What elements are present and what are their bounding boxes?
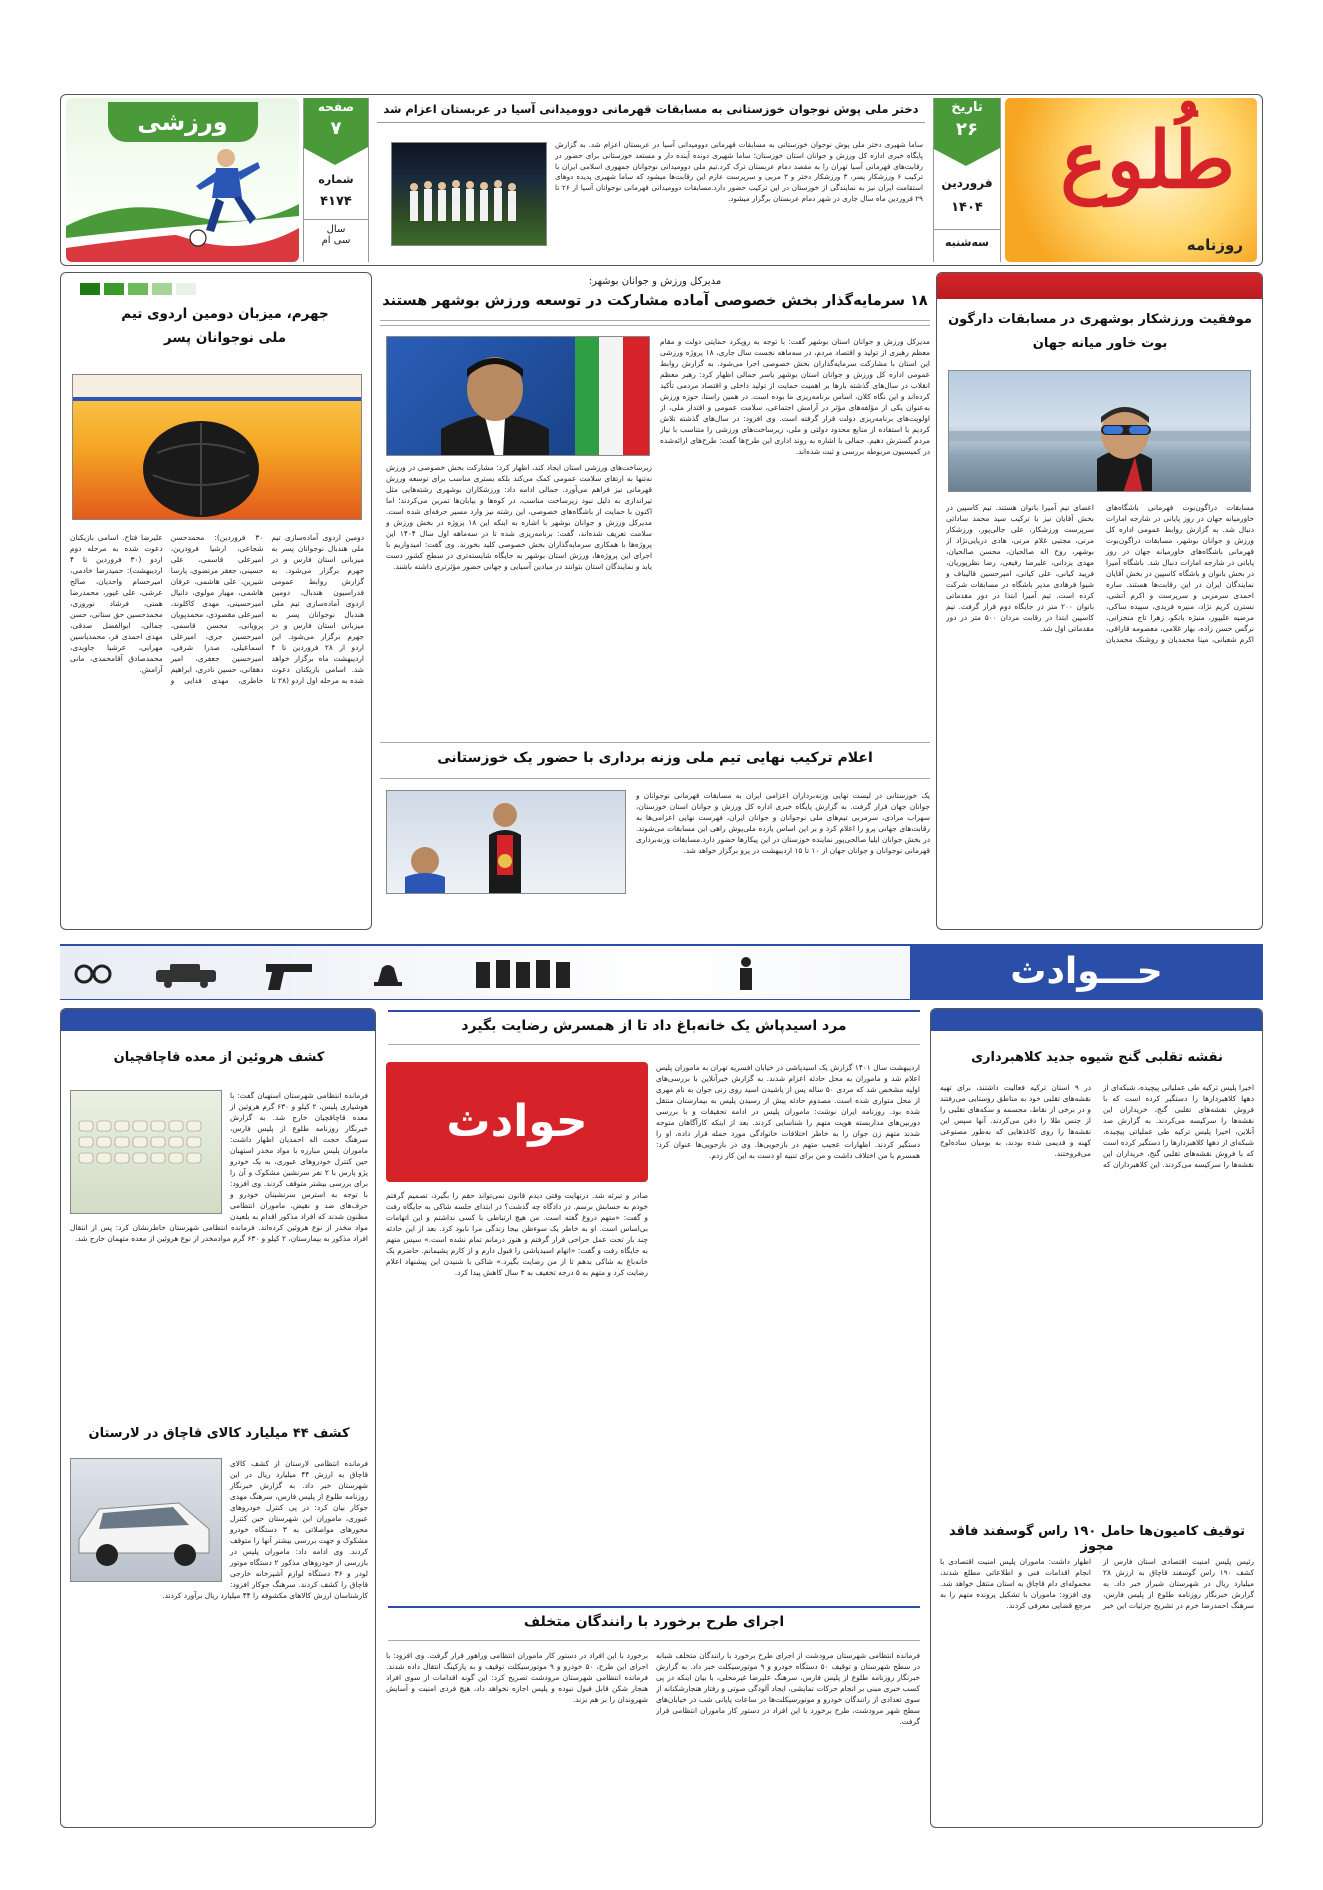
logo-subtitle: روزنامه: [1186, 236, 1243, 254]
divider: [380, 778, 930, 779]
accidents-banner-title: حـــوادث: [1010, 951, 1163, 992]
sheep-trucks-body: رئیس پلیس امنیت اقتصادی استان فارس از کشف ۱۹۰ راس گوسفند قاچاق به ارزش ۲۸ میلیارد ریال در شهرستان شیراز خبر داد. به گزارش خبرنگار روزنامه طلوع از پلیس فارس، سرهنگ احمدرضا خرم در تشریح جزئیات این خبر اظهار داشت: ماموران پلیس امنیت اقتصادی با انجام اقدامات فنی و اطلاعاتی مطلع شدند، محموله‌ای دام قاچاق به استان منتقل خواهد شد. وی افزود: ماموران با تشکیل پرونده متهم را به مرجع قضایی معرفی کردند.: [940, 1557, 1254, 1610]
weightlifting-title[interactable]: اعلام ترکیب نهایی تیم ملی وزنه برداری با حضور یک خوزستانی: [437, 750, 873, 766]
middle-article-photo: [386, 336, 650, 456]
weightlifting-photo: [386, 790, 626, 894]
official-portrait: [386, 337, 649, 456]
left-article-photo: [72, 374, 362, 520]
divider: [380, 320, 930, 326]
top-story-photo: [391, 142, 547, 246]
banner-icons: [66, 948, 906, 996]
heroin-title[interactable]: کشف هروئین از معده قاچاقچیان: [113, 1050, 325, 1065]
acid-attack-body-left: صادر و تبرئه شد. درنهایت وقتی دیدم قانون نمی‌تواند حقم را بگیرد، تصمیم گرفتم خودم به حسابش برسم. در دادگاه چه گذشت؟ در ابتدای جلسه شاکی به جایگاه رفت و گفت: «متهم دروغ گفته است. من هیچ ارتباطی با کسی نداشتم و این اتهامات بی‌اساس است. او به خاطر یک سوءظن بیجا زندگی مرا نابود کرد. بعد از این حادثه چند بار تحت عمل جراحی قرار گرفتم و هنوز درمانم تمام نشده است.» سپس متهم به جایگاه رفت و گفت: «اتهام اسیدپاشی را قبول دارم و از کارم پشیمانم. حاضرم یک خانه‌باغ به شاکی بدهم تا از من رضایت بگیرد.» شاکی با شنیدن این پیشنهاد اعلام رضایت کرد و متهم به ۵ درجه تخفیف به ۳ سال کاهش پیدا کرد.: [386, 1191, 648, 1277]
tab-swatch: [80, 283, 100, 295]
top-story-body: ساما شهیری دختر ملی پوش نوجوان خوزستانی به مسابقات قهرمانی دوومیدانی آسیا در عربستان اعزام شد. به گزارش پایگاه خبری اداره کل ورزش و جوانان استان خوزستان؛ ساما شهیری دونده آینده دار و مستعد خوزستانی برای حضور در رقابت‌های قهرمانی آسیا تهران را به مقصد دمام عربستان ترک کرد.تیم ملی دوومیدانی نوجوانان جمهوری اسلامی ایران با ترکیب ۶ ورزشکار پسر، ۳ ورزشکار دختر و ۳ مربی و سرپرست عازم این رقابت‌ها میشود که ساما شهیری پدیده دوهای استقامت ایران نیز به نمایندگی از خوزستان در این ترکیب حضور دارد.مسابقات دوومیدانی قهرمانی نوجوانان آسیا از ۲۶ تا ۲۹ فروردین ماه سال جاری در شهر دمام عربستان برگزار میشود.: [555, 140, 923, 203]
middle-article-title[interactable]: ۱۸ سرمایه‌گذار بخش خصوصی آماده مشارکت در توسعه ورزش بوشهر هستند: [382, 293, 928, 309]
sheep-trucks-title[interactable]: توقیف کامیون‌ها حامل ۱۹۰ راس گوسفند فاقد مجوز: [948, 1524, 1246, 1554]
section-label: ورزشی: [108, 102, 258, 142]
divider: [388, 1606, 920, 1608]
heroin-body: فرمانده انتظامی شهرستان استهبان گفت: با هوشیاری پلیس، ۲ کیلو و ۶۳۰ گرم هروئین از معده قاچاقچیان خارج شد. به گزارش خبرنگار روزنامه طلوع از پلیس فارس، سرهنگ حجت اله احمدیان اظهار داشت: ماموران پلیس مبارزه با مواد مخدر استهبان حین کنترل خودروهای عبوری، به یک خودرو پژو پارس با ۲ نفر سرنشین مشکوک و آن را برای بررسی بیشتر متوقف کردند. وی افزود: با توجه به استرس سرنشینان خودرو و حرف‌های ضد و نقیض، ماموران انتظامی مظنون شدند که افراد مذکور اقدام به بلعیدن مواد مخدر از نوع هروئین کرده‌اند. فرمانده انتظامی شهرستان خاطرنشان کرد: پس از انتقال افراد مذکور به بیمارستان، ۲ کیلو و ۶۳۰ گرم موادمخدر از نوع هروئین از معده متهمان خارج شد.: [70, 1091, 368, 1243]
smuggled-goods-title[interactable]: کشف ۴۴ میلیارد کالای قاچاق در لارستان: [88, 1426, 350, 1441]
date-weekday: سه‌شنبه: [934, 229, 1000, 249]
siren-icon: [374, 965, 402, 986]
acid-attack-title[interactable]: مرد اسیدپاش یک خانه‌باغ داد تا از همسرش رضایت بگیرد: [461, 1018, 847, 1034]
athlete-portrait: [948, 371, 1250, 492]
right-article-photo: [948, 370, 1251, 492]
accidents-right-header-bar: [931, 1009, 1262, 1031]
top-story: [373, 98, 929, 262]
divider: [380, 742, 930, 743]
weightlifting-body: یک خوزستانی در لیست نهایی وزنه‌برداران اعزامی ایران به مسابقات قهرمانی نوجوانان و جوانان جهان قرار گرفت. به گزارش پایگاه خبری اداره کل ورزش و جوانان استان خوزستان، سهراب مرادی، سرمربی تیم‌های ملی نوجوانان و جوانان ایران، فهرست نهایی اعزامی‌ها به رقابت‌های جهانی پرو را اعلام کرد و بر این اساس یازده ملی‌پوش راهی این مسابقات می‌شوند. در بخش جوانان ایلیا صالحی‌پور نماینده خوزستان در این پیکارها حضور دارد.مسابقات وزنه‌برداری قهرمانی نوجوانان و جوانان جهان از ۱۰ تا ۱۵ اردیبهشت در پرو برگزار خواهد شد.: [636, 791, 930, 855]
traffic-offenders-title[interactable]: اجرای طرح برخورد با رانندگان متخلف: [523, 1614, 785, 1630]
left-article-title[interactable]: جهرم، میزبان دومین اردوی تیم ملی نوجوانان پسر: [121, 306, 329, 346]
date-label: تاریخ: [934, 98, 1000, 117]
weightlifter-illustration: [386, 791, 625, 894]
tab-swatch: [176, 283, 196, 295]
left-article-body: دومین اردوی آماده‌سازی تیم ملی هندبال نوجوانان پسر به میزبانی استان فارس و در جهرم برگزار می‌شود. به گزارش روابط عمومی فدراسیون هندبال، دومین اردوی آماده‌سازی تیم ملی هندبال نوجوانان پسر به میزبانی استان فارس و در جهرم برگزار می‌شود. این اردو از ۲۸ فروردین تا ۴ اردیبهشت ماه برگزار خواهد شد. اسامی بازیکنان دعوت شده به مرحله اول اردو (۲۸ تا ۳۰ فروردین): محمدحسن شجاعی، ارشیا فرودرین، امیرعلی قاسمی، علی حسینی، جعفر مرتضوی، پارسا شیرین، علی هاشمی، عرفان هاشمی، مهیار مولوی، دانیال امیرحسینی، مهدی کاکلوند، امیرعلی مقصودی، محمدپویان پرویانی، محسن قاسمی، امیرحسین جری، امیرعلی اسماعیلی، صدرا شرفی، امیرحسین جعفری، امیر دهقانی، حسین نادری، ابراهیم خاطری، مهدی فدایی و علیرضا فتاح. اسامی بازیکنان دعوت شده به مرحله دوم اردو (۳۰ فروردین تا ۴ اردیبهشت): حمیدرضا خادمی، امیرحسام واحدیان، صالح عرشی، علی غیور، محمدرضا همتی، فرشاد نوروزی، محمدحسین حق ستانی، حسن جمالی، ابوالفضل صدقی، مهدی احمدی فر، محمدیاسین مهرابی، عرشیا جاویدی، محمدصادق آقامحمدی، مانی آرامش.: [70, 533, 364, 685]
traffic-offenders-body-right: فرمانده انتظامی شهرستان مرودشت از اجرای طرح برخورد با رانندگان متخلف شبانه در سطح شهرستان و توقیف ۵۰ دستگاه خودرو و ۹ موتورسیکلت خبر داد. به گزارش خبرنگار روزنامه طلوع از پلیس فارس، سرهنگ علیرضا غیرمحلی، با بیان اینکه در پی کسب خبری مبنی بر انجام حرکات نمایشی، ایجاد آلودگی صوتی و رفتار هنجارشکنانه از سوی تعدادی از رانندگان خودرو و موتورسیکلت‌ها در ساعات پایانی شب در خیابان‌های سطح شهر مرودشت، طرح برخورد با این افراد در دستور کار ماموران انتظامی قرار گرفت.: [656, 1651, 920, 1726]
acid-attack-body-right: اردیبهشت سال ۱۴۰۱ گزارش یک اسیدپاشی در خیابان افسریه تهران به ماموران پلیس اعلام شد و ماموران به محل حادثه اعزام شدند. به گزارش خبرآنلاین با بررسی‌های اولیه مشخص شد که مردی ۵۰ ساله پس از پاشیدن اسید روی زنی جوان به نام مهری از محل متواری شده است. مصدوم حادثه پیش از رسیدن پلیس به بیمارستان منتقل شده بود. روزنامه ایران نوشت: ماموران پلیس در ادامه تحقیقات و با بررسی دوربین‌های مداربسته هویت متهم را شناسایی کردند. بعد از اینکه کارآگاهان متوجه شدند متهم زن جوان را به خاطر اختلافات خانوادگی مورد حمله قرار داده، او را دستگیر کردند. اظهارات عجیب متهم در بازجویی‌ها. وی در بازجویی‌ها عنوان کرد: همسرم با من اختلاف داشت و من برای تنبیه او دست به این کار زدم.: [656, 1063, 920, 1160]
police-car-icon: [156, 964, 216, 988]
accidents-logo: حوادث: [446, 1096, 588, 1147]
page-number: ۷: [304, 116, 368, 147]
divider: [377, 122, 925, 123]
middle-article-body-right: مدیرکل ورزش و جوانان استان بوشهر گفت: با توجه به رویکرد حمایتی دولت و مقام معظم رهبری از تولید و اقتصاد مردم، در سه‌ماهه نخست سال جاری، ۱۸ پروژه ورزشی این استان با مشارکت سرمایه‌گذاران بخش خصوصی اجرا می‌شود. به گزارش روابط عمومی اداره کل ورزش و جوانان استان بوشهر یاسر جمالی اظهار کرد: رهبر معظم انقلاب در سال‌های گذشته بارها بر اهمیت حمایت از تولید داخلی و اقتصاد مردمی تأکید کرده‌اند و این نگاه کلان، اساس برنامه‌ریزی ما بوده است. در همین راستا، حوزه ورزش به‌عنوان یکی از مؤلفه‌های مؤثر در آرامش اجتماعی، سلامت عمومی و اقتدار ملی، از اولویت‌های برنامه‌ریزی دولت قرار گرفته است. وی افزود: در سال‌های گذشته تلاش کردیم با استفاده از منابع محدود دولتی و ملی، زیرساخت‌های ورزشی را متناسب با نیاز مردم گسترش دهیم. جمالی با اشاره به روند اداری این طرح‌ها گفت: طرح‌های ارائه‌شده در کمیسیون مربوطه بررسی و ثبت شده‌اند.: [660, 337, 930, 456]
year-label: سال: [304, 219, 368, 235]
treasure-map-body: اخیرا پلیس ترکیه طی عملیاتی پیچیده، شبکه‌ای از دهها کلاهبردارها را دستگیر کرده است که با فروش نقشه‌های تقلبی گنج، خریداران این نقشه‌ها را سرکیسه می‌کردند. به گزارش صد آنلاین، اخیرا پلیس ترکیه طی عملیاتی پیچیده، شبکه‌ای از دهها کلاهبردارها را دستگیر کرده است که با فروش نقشه‌های تقلبی گنج، خریداران این نقشه‌ها را سرکیسه می‌کردند. این کلاهبرداران که در ۹ استان ترکیه فعالیت داشتند، برای تهیه نقشه‌های تقلبی خود به مناطق روستایی می‌رفتند و در برخی از نقاط، مجسمه و سکه‌های تقلبی را از جنس طلا را دفن می‌کردند. آنها سپس این نقشه‌ها را روی کاغذهایی که به‌طور مصنوعی کهنه و قدیمی شده بودند، به بومیان ساده‌لوح می‌فروختند.: [940, 1083, 1254, 1169]
logo-wordmark: طُلوع: [1060, 115, 1235, 206]
gun-icon: [266, 964, 312, 990]
team-photo-illustration: [391, 143, 546, 246]
newspaper-logo: [1005, 98, 1257, 262]
issue-number: ۴۱۷۴: [320, 194, 352, 209]
tab-swatch: [152, 283, 172, 295]
tab-swatch: [128, 283, 148, 295]
accidents-left-header-bar: [61, 1009, 375, 1031]
color-tabs: [66, 280, 196, 292]
athlete-icon: [66, 98, 299, 262]
page-label: صفحه: [304, 98, 368, 116]
traffic-offenders-body-left: برخورد با این افراد در دستور کار ماموران انتظامی وراهور قرار گرفت. وی افزود: با اجرای این طرح، ۵۰ خودرو و ۹ موتورسیکلت توقیف و به پارکینگ انتقال داده شدند. فرمانده انتظامی شهرستان مرودشت تصریح کرد: این گونه اقدامات از سوی افراد هنجار شکن قابل قبول نبوده و پلیس اجازه نخواهد داد، هیچ فردی امنیت و آسایش شهروندان را بر هم بزند.: [386, 1651, 648, 1704]
treasure-map-title[interactable]: نقشه تقلبی گنج شیوه جدید کلاهبرداری: [971, 1050, 1223, 1065]
tab-swatch: [104, 283, 124, 295]
middle-kicker: مدیرکل ورزش و جوانان بوشهر:: [588, 276, 722, 287]
police-squad-icon: [476, 960, 570, 988]
date-month: فروردین: [941, 176, 993, 190]
issue-column: [303, 98, 369, 262]
handball-illustration: [72, 375, 361, 520]
divider: [388, 1640, 920, 1641]
handcuffs-icon: [76, 966, 110, 982]
top-story-title[interactable]: دختر ملی پوش نوجوان خوزستانی به مسابقات قهرمانی دوومیدانی آسیا در عربستان اعزام شد: [383, 102, 919, 116]
date-day: ۲۶: [934, 117, 1000, 148]
right-article-body: مسابقات دراگون‌بوت قهرمانی باشگاه‌های خاورمیانه جهان در روز پایانی در شارجه امارات دنبال شد. به گزارش روابط عمومی اداره کل ورزش و جوانان بوشهر، مسابقات دراگون‌بوت قهرمانی باشگاه‌های خاورمیانه جهان در روز پایانی در شارجه امارات دنبال شد. باشگاه آمیرا در بخش بانوان و باشگاه کاسپین در بخش آقایان نمایندگان ایران در این رقابت‌ها هستند. ساره احمدی سرمربی و سرپرست و اکرم آتشی، نسترن کریم نژاد، منیره فریدی، سپیده ساکی، مرضیه علیپور، منیژه بانکو، زهرا تاج منجزانی، نرگس حسن زاده، بهار غلامی، معصومه قاراقی، اکرم شعبانی، مینا محمدیان و روشنک محمدیان اعضای تیم آمیرا بانوان هستند. تیم کاسپین در بخش آقایان نیز با ترکیب سید محمد ساداتی سرپرست ورزشکار، علی جالی‌پور، ورزشکار مرنی، مجتبی غلام مرنی، هادی دریایی‌نژاد از بوشهر، روح اله صالحیان، محسن صالحیان، مهدی یزدانی، علیرضا رفیعی، رضا نظرپوریان، فریبد کیانی، علی کیانی، امیرحسین قالیباف و شیوا فرهادی مدیر باشگاه در مسابقات شرکت کرده است. تیم آمیرا ابتدا در دور مقدماتی بانوان ۲۰۰ متر در جایگاه دوم قرار گرفت. تیم کاسپین ابتدا در رقابت مردان ۵۰۰ متر در دور مقدماتی اول شد.: [946, 503, 1254, 644]
section-logo: [66, 98, 299, 262]
page-chevron-icon: [302, 147, 368, 165]
smuggled-goods-body: فرمانده انتظامی لارستان از کشف کالای قاچاق به ارزش ۴۴ میلیارد ریال در این شهرستان خبر داد. به گزارش خبرنگار روزنامه طلوع از پلیس فارس، سرهنگ مهدی جوکار بیان کرد: در پی کنترل خودروهای عبوری، ماموران این شهرستان حین کنترل محورهای مواصلاتی به ۳ دستگاه خودرو مشکوک و جهت بررسی بیشتر آنها را متوقف کردند. وی ادامه داد: ماموران پلیس در بازرسی از خودروهای مذکور ۲ دستگاه موتور لودر و ۳۶ دستگاه لوازم آشپزخانه خارجی قاچاق را کشف کردند. سرهنگ جوکار افزود: کارشناسان ارزش کالاهای مکشوفه را ۴۴ میلیارد ریال برآورد کردند.: [70, 1458, 368, 1820]
photo-spacer: [70, 1090, 230, 1220]
issue-label: شماره: [318, 173, 354, 186]
date-year: ۱۴۰۴: [951, 200, 983, 215]
right-box-header-bar: [937, 273, 1262, 299]
divider: [388, 1010, 920, 1012]
divider: [388, 1044, 920, 1045]
photo-spacer: [70, 1458, 230, 1588]
date-column: [933, 98, 1001, 262]
accidents-logo-box: [386, 1062, 648, 1182]
date-chevron-icon: [932, 148, 1000, 166]
right-article-title[interactable]: موفقیت ورزشکار بوشهری در مسابقات دارگون بوت خاور میانه جهان: [948, 312, 1252, 351]
year-value: سی ام: [321, 235, 351, 246]
officer-icon: [740, 957, 752, 990]
middle-article-body-left: زیرساخت‌های ورزشی استان ایجاد کند، اظهار کرد: مشارکت بخش خصوصی در ورزش نه‌تنها به ارتقای سلامت عمومی کمک می‌کند بلکه بستری مناسب برای توسعه ورزش قهرمانی نیز فراهم می‌آورد. جمالی ادامه داد: ورزشکاران بوشهری رشته‌هایی مثل تیراندازی به دلیل نبود زیرساخت مناسب، در کوه‌ها و بیابان‌ها تمرین می‌کردند؛ اما اکنون با حمایت از باشگاه‌های خصوصی، این رشته نیز وارد مسیر حرفه‌ای شده است. مدیرکل ورزش و جوانان بوشهر با اشاره به اینکه این ۱۸ پروژه در بخش ورزش و سلامت تعریف شده‌اند، گفت: برنامه‌ریزی شده تا در سه‌ماهه اول سال ۱۴۰۴ این پروژه‌ها با همکاری سرمایه‌گذاران بخش خصوصی کلید بخورند. وی گفت: امیدواریم با اجرای این پروژه‌ها، ورزش استان بوشهر به جایگاه شایسته‌تری در سطح کشور دست یابد و نمایندگان استان بتوانند در میادین آسیایی و جهانی حضور مؤثرتری داشته باشند.: [386, 463, 652, 571]
